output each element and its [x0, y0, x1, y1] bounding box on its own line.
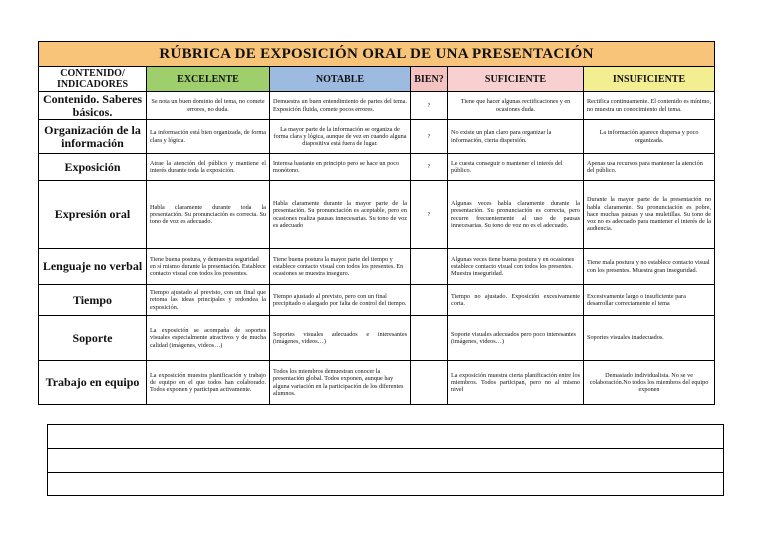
header-bien: BIEN? — [411, 67, 448, 92]
cell-insuficiente: Demasiado individualista. No se ve colaboración.No todos los miembros del equipo exponen — [584, 361, 715, 405]
row-label: Expresión oral — [39, 181, 147, 249]
table-row — [39, 316, 715, 361]
table-row — [39, 92, 715, 120]
cell-insuficiente: Excesivamente largo o insuficiente para desarrollar correctamente el tema — [584, 285, 715, 316]
cell-suficiente: Tiempo no ajustado. Exposición excesivamente corta. — [448, 285, 584, 316]
table-row — [39, 361, 715, 405]
cell-suficiente: Algunas veces tiene buena postura y en ocasiones establece contacto visual con todos los presentes. Muestra inseguridad. — [448, 249, 584, 285]
row-label: Tiempo — [39, 285, 147, 316]
cell-suficiente: Tiene que hacer algunas rectificaciones y en ocasiones duda. — [448, 92, 584, 120]
row-label: Soporte — [39, 316, 147, 361]
cell-insuficiente: Tiene mala postura y no establece contacto visual con los presentes. Muestra gran inseguridad. — [584, 249, 715, 285]
rubric-table — [38, 41, 715, 405]
cell-notable: Tiene buena postura la mayor parte del tiempo y establece contacto visual con todos los presentes. En ocasiones se muestra inseguro. — [270, 249, 411, 285]
cell-suficiente: Soporte visuales adecuados pero poco interesantes (imágenes, videos…) — [448, 316, 584, 361]
cell-bien — [411, 249, 448, 285]
table-row — [39, 154, 715, 181]
blank-notes-box — [47, 424, 724, 496]
cell-bien: ? — [411, 181, 448, 249]
cell-suficiente: Le cuesta conseguir o mantener el interés del público. — [448, 154, 584, 181]
table-row — [39, 120, 715, 154]
cell-excelente: Tiene buena postura, y demuestra seguridad en sí mismo durante la presentación. Establece contacto visual con todos los presentes. — [147, 249, 270, 285]
cell-bien — [411, 361, 448, 405]
cell-insuficiente: La información aparece dispersa y poco organizada. — [584, 120, 715, 154]
cell-notable: Interesa bastante en principio pero se hace un poco monótono. — [270, 154, 411, 181]
cell-notable: Tiempo ajustado al previsto, pero con un final precipitado o alargado por falta de control del tiempo. — [270, 285, 411, 316]
cell-bien: ? — [411, 120, 448, 154]
cell-excelente: La información está bien organizada, de forma clara y lógica. — [147, 120, 270, 154]
row-label: Organización de la información — [39, 120, 147, 154]
cell-bien: ? — [411, 154, 448, 181]
cell-excelente: La exposición se acompaña de soportes visuales especialmente atractivos y de mucha calidad (imágenes, videos…) — [147, 316, 270, 361]
header-excelente: EXCELENTE — [147, 67, 270, 92]
cell-excelente: Tiempo ajustado al previsto, con un final que retoma las ideas principales y redondea la exposición. — [147, 285, 270, 316]
cell-excelente: Se nota un buen dominio del tema, no comete errores, no duda. — [147, 92, 270, 120]
cell-insuficiente: Apenas usa recursos para mantener la atención del público. — [584, 154, 715, 181]
row-label: Trabajo en equipo — [39, 361, 147, 405]
cell-bien: ? — [411, 92, 448, 120]
cell-suficiente: La exposición muestra cierta planificación entre los miembros. Todos participan, pero no al mismo nivel — [448, 361, 584, 405]
table-row — [39, 249, 715, 285]
cell-excelente: Atrae la atención del público y mantiene el interés durante toda la exposición. — [147, 154, 270, 181]
notes-line — [48, 448, 723, 449]
cell-excelente: La exposición muestra planificación y trabajo de equipo en el que todos han colaborado. Todos exponen y participan activamente. — [147, 361, 270, 405]
row-label: Exposición — [39, 154, 147, 181]
header-indicadores: CONTENIDO/ INDICADORES — [39, 67, 147, 92]
cell-notable: Demuestra un buen entendimiento de partes del tema. Exposición fluida, comete pocos errores. — [270, 92, 411, 120]
header-notable: NOTABLE — [270, 67, 411, 92]
cell-insuficiente: Rectifica continuamente. El contenido es mínimo, no muestra un conocimiento del tema. — [584, 92, 715, 120]
cell-notable: Todos los miembros demuestran conocer la presentación global. Todos exponen, aunque hay alguna variación en la participación de los diferentes alumnos. — [270, 361, 411, 405]
cell-notable: Habla claramente durante la mayor parte de la presentación. Su pronunciación es aceptable, pero en ocasiones realiza pausas innecesarias. Su tono de voz es adecuado — [270, 181, 411, 249]
cell-notable: La mayor parte de la información se organiza de forma clara y lógica, aunque de vez en cuando alguna diapositiva está fuera de lugar. — [270, 120, 411, 154]
table-row — [39, 285, 715, 316]
header-suficiente: SUFICIENTE — [448, 67, 584, 92]
cell-bien — [411, 316, 448, 361]
header-insuficiente: INSUFICIENTE — [584, 67, 715, 92]
row-label: Contenido. Saberes básicos. — [39, 92, 147, 120]
cell-bien — [411, 285, 448, 316]
table-row — [39, 181, 715, 249]
cell-insuficiente: Soportes visuales inadecuados. — [584, 316, 715, 361]
cell-suficiente: Algunas veces habla claramente durante la presentación. Su pronunciación es correcta, pero recurre frecuentemente al uso de pausas innecesarias. Su tono de voz no es el adecuado. — [448, 181, 584, 249]
cell-excelente: Habla claramente durante toda la presentación. Su pronunciación es correcta. Su tono de voz es adecuado. — [147, 181, 270, 249]
notes-line — [48, 472, 723, 473]
cell-suficiente: No existe un plan claro para organizar la información, cierta dispersión. — [448, 120, 584, 154]
cell-notable: Soportes visuales adecuados e interesantes (imágenes, videos…) — [270, 316, 411, 361]
row-label: Lenguaje no verbal — [39, 249, 147, 285]
page-title: RÚBRICA DE EXPOSICIÓN ORAL DE UNA PRESENTACIÓN — [39, 42, 715, 67]
cell-insuficiente: Durante la mayor parte de la presentación no habla claramente. Su pronunciación es pobre, hace muchas pausas y usa muletillas. Su tono de voz no es adecuado para mantener el interés de la audiencia. — [584, 181, 715, 249]
